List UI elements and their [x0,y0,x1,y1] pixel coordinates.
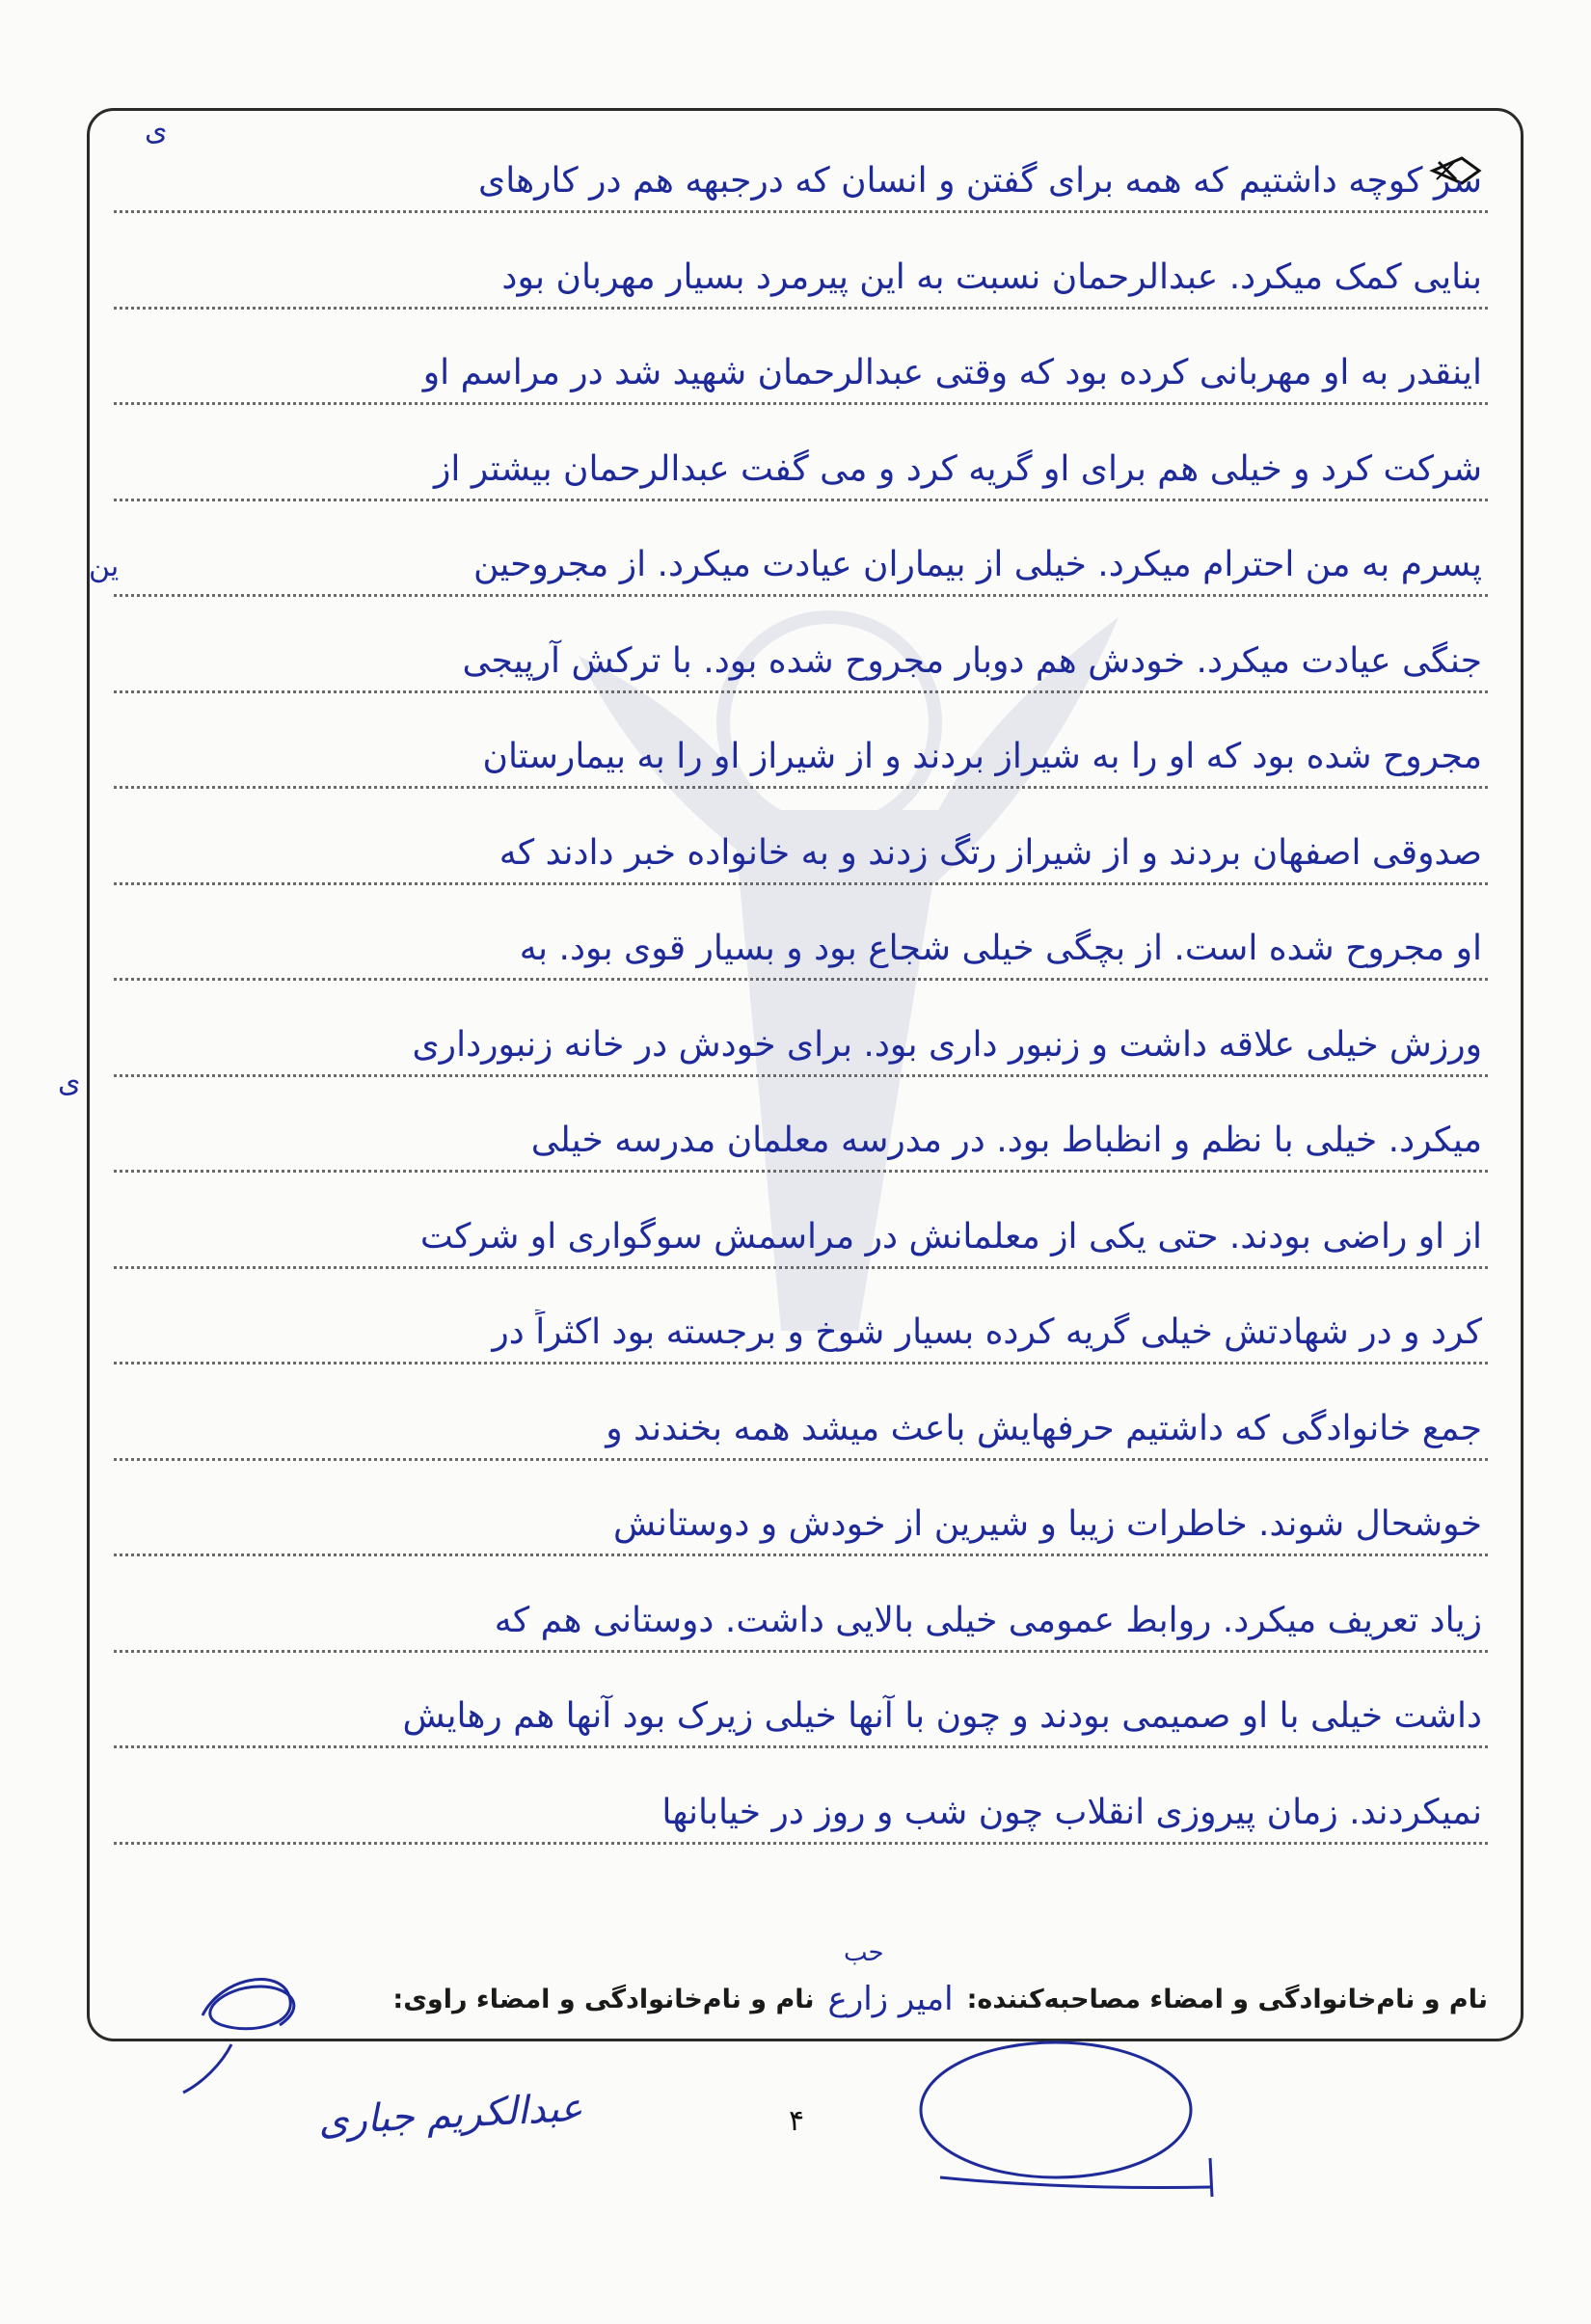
margin-note: ی [58,1066,81,1099]
handwritten-line: پسرم به من احترام میکرد. خیلی از بیماران عیادت میکرد. از مجروحین [114,528,1488,625]
interviewer-label: نام و نام‌خانوادگی و امضاء مصاحبه‌کننده: [966,1984,1488,2014]
handwritten-line: جنگی عیادت میکرد. خودش هم دوبار مجروح شده بود. با ترکش آرپیجی [114,625,1488,721]
handwritten-line: او مجروح شده است. از بچگی خیلی شجاع بود و بسیار قوی بود. به [114,912,1488,1009]
narrator-label: نام و نام‌خانوادگی و امضاء راوی: [392,1984,815,2014]
handwritten-line: نمیکردند. زمان پیروزی انقلاب چون شب و روز در خیابانها [114,1776,1488,1873]
handwritten-line: ورزش خیلی علاقه داشت و زنبور داری بود. برای خودش در خانه زنبورداری [114,1009,1488,1105]
narrator-signature-name: عبدالکریم جباری [316,2085,584,2145]
handwritten-line: زیاد تعریف میکرد. روابط عمومی خیلی بالایی داشت. دوستانی هم که [114,1584,1488,1681]
interviewer-name-annotation: حب [844,1938,884,1967]
handwritten-line: مجروح شده بود که او را به شیراز بردند و از شیراز او را به بیمارستان [114,720,1488,817]
handwritten-line: اینقدر به او مهربانی کرده بود که وقتی عبدالرحمان شهید شد در مراسم او [114,337,1488,433]
handwritten-line: صدوقی اصفهان بردند و از شیراز رتگ زدند و به خانواده خبر دادند که [114,817,1488,913]
interviewer-name: امیر زارع [827,1980,954,2018]
handwritten-line: از او راضی بودند. حتی یکی از معلمانش در مراسمش سوگواری او شرکت [114,1201,1488,1297]
handwritten-line: جمع خانوادگی که داشتیم حرفهایش باعث میشد همه بخندند و [114,1392,1488,1489]
handwritten-line: داشت خیلی با او صمیمی بودند و چون با آنها خیلی زیرک بود آنها هم رهایش [114,1680,1488,1776]
interviewer-oval-signature [902,2033,1229,2206]
handwritten-line: میکرد. خیلی با نظم و انظباط بود. در مدرسه معلمان مدرسه خیلی [114,1104,1488,1201]
margin-note: ین [89,550,120,583]
handwritten-line: سر کوچه داشتیم که همه برای گفتن و انسان که درجبهه هم در کارهای [114,145,1488,241]
handwritten-line: بنایی کمک میکرد. عبدالرحمان نسبت به این پیرمرد بسیار مهربان بود [114,241,1488,338]
handwritten-line: خوشحال شوند. خاطرات زیبا و شیرین از خودش و دوستانش [114,1488,1488,1584]
handwritten-line: شرکت کرد و خیلی هم برای او گریه کرد و می گفت عبدالرحمان بیشتر از [114,433,1488,529]
handwritten-line: کرد و در شهادتش خیلی گریه کرده بسیار شوخ و برجسته بود اکثراً در [114,1296,1488,1392]
handwritten-body [114,145,1488,1872]
page-number: ۴ [789,2104,805,2138]
footer-signature-row [114,1975,1488,2023]
margin-note: ی [145,114,168,148]
